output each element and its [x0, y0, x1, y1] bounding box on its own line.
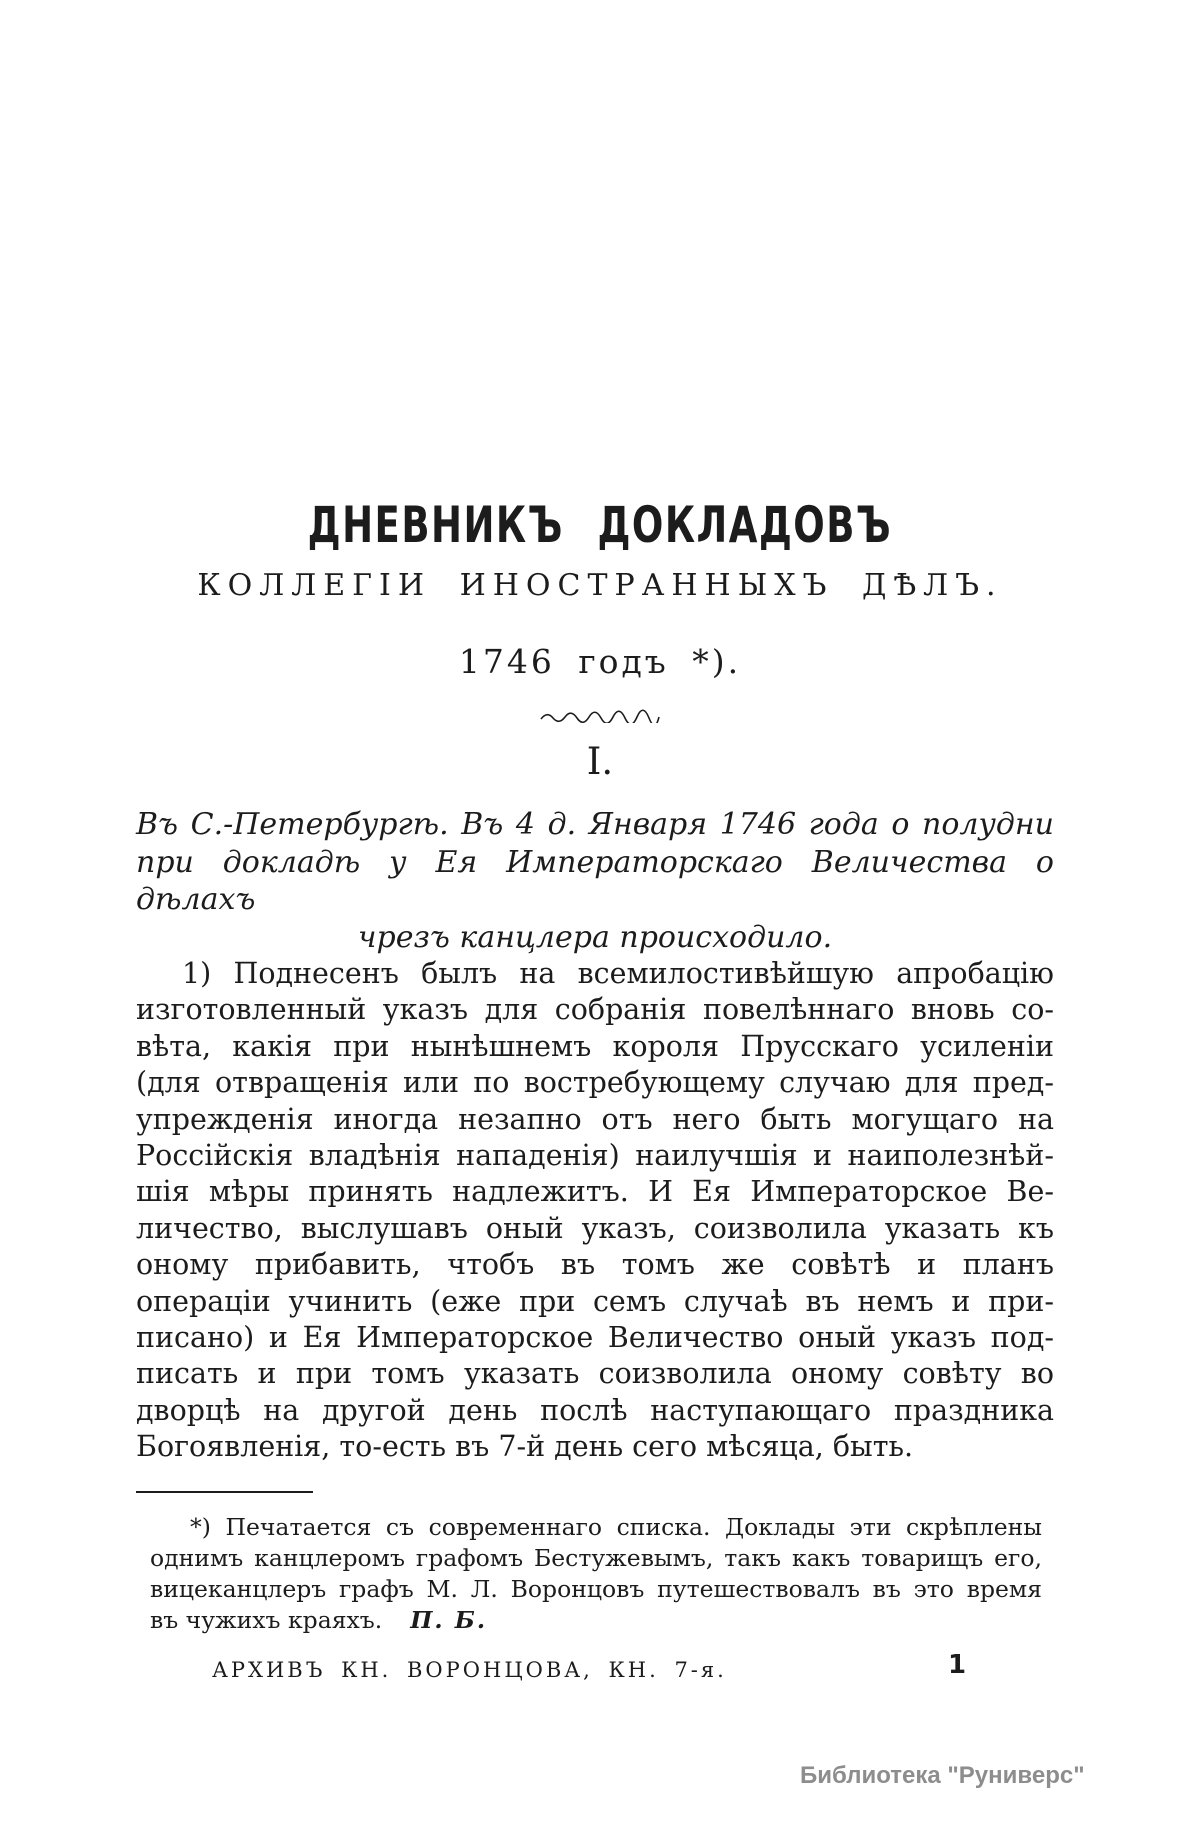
footnote-line: однимъ канцлеромъ графомъ Бестужевымъ, такъ какъ товарищъ его,: [150, 1544, 1042, 1572]
body-text-line: Богоявленія, то-есть въ 7-й день сего мѣсяца, быть.: [136, 1430, 914, 1464]
page-number: 1: [948, 1650, 967, 1680]
body-text-line: (для отвращенія или по востребующему случаю для пред-: [136, 1066, 1054, 1100]
page-subtitle: КОЛЛЕГІИ ИНОСТРАННЫХЪ ДѢЛЪ.: [197, 568, 1003, 603]
year-line: 1746 годъ *).: [458, 642, 742, 681]
footnote: [150, 1512, 1042, 1636]
footnote-line-text: въ чужихъ краяхъ.: [150, 1606, 383, 1634]
footnote-line: вицеканцлеръ графъ М. Л. Воронцовъ путешествовалъ въ это время: [150, 1575, 1042, 1603]
section-heading-line: при докладѣ у Ея Императорскаго Величества о дѣлахъ: [136, 844, 1054, 917]
body-text-line: писать и при томъ указать соизволила оному совѣту во: [136, 1357, 1054, 1391]
body-text-line: операціи учинить (еже при семъ случаѣ въ немъ и при-: [136, 1284, 1054, 1318]
page-title-text: ДНЕВНИКЪ ДОКЛАДОВЪ: [307, 496, 893, 554]
footnote-separator-rule: [136, 1491, 313, 1493]
squiggle-ornament-icon: [0, 708, 1200, 727]
section-heading-line: чрезъ канцлера происходило.: [357, 919, 833, 955]
page-title: [0, 496, 1200, 554]
body-text-line: изготовленный указъ для собранія повелѣннаго вновь со-: [136, 993, 1054, 1027]
section-heading: [136, 806, 1054, 956]
body-text-line: Россійскія владѣнія нападенія) наилучшія и наиполезнѣй-: [136, 1139, 1054, 1173]
body-text-line: 1) Поднесенъ былъ на всемилостивѣйшую апробацію: [182, 957, 1054, 990]
body-text-line: личество, выслушавъ оный указъ, соизволила указать къ: [136, 1211, 1054, 1245]
body-text-line: вѣта, какія при нынѣшнемъ короля Прусскаго усиленіи: [136, 1029, 1054, 1063]
footer-caption: АРХИВЪ КН. ВОРОНЦОВА, КН. 7-я.: [212, 1658, 727, 1682]
footnote-line: *) Печатается съ современнаго списка. Доклады эти скрѣплены: [190, 1513, 1042, 1541]
body-text-line: дворцѣ на другой день послѣ наступающаго праздника: [136, 1393, 1054, 1427]
section-number: I.: [586, 740, 614, 783]
body-text-line: оному прибавить, чтобъ въ томъ же совѣтѣ и планъ: [136, 1248, 1054, 1282]
body-paragraph: [136, 956, 1054, 1466]
body-text-line: шія мѣры принять надлежитъ. И Ея Императорское Ве-: [136, 1175, 1054, 1209]
footnote-signature: П. Б.: [410, 1606, 488, 1634]
section-heading-line: Въ С.-Петербургѣ. Въ 4 д. Января 1746 года о полудни: [136, 807, 1054, 842]
library-watermark: Библиотека "Руниверс": [800, 1762, 1085, 1789]
body-text-line: упрежденія иногда незапно отъ него быть могущаго на: [136, 1102, 1054, 1136]
body-text-line: писано) и Ея Императорское Величество оный указъ под-: [136, 1321, 1054, 1355]
footnote-line: [150, 1605, 1042, 1636]
